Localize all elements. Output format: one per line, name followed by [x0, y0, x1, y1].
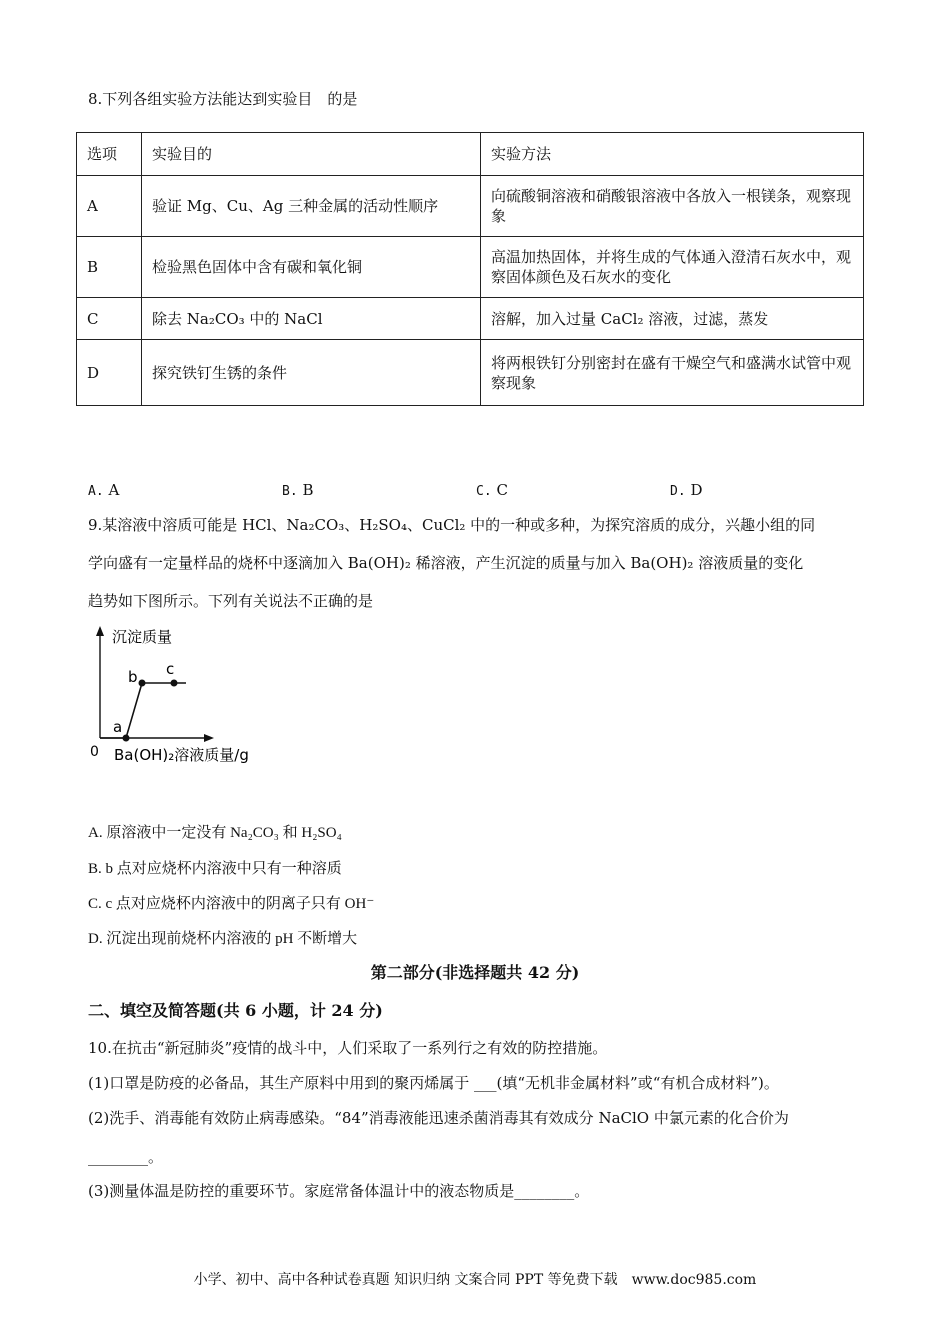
q9-option-d: D. 沉淀出现前烧杯内溶液的 pH 不断增大: [88, 931, 358, 947]
origin-label: 0: [90, 744, 99, 760]
q8-choice-c: [476, 481, 508, 499]
q10-sub-3: (3)测量体温是防控的重要环节。家庭常备体温计中的液态物质是________。: [88, 1182, 590, 1200]
q10-sub-2-line-1: (2)洗手、消毒能有效防止病毒感染。“84”消毒液能迅速杀菌消毒其有效成分 NaClO 中氯元素的化合价为: [88, 1109, 789, 1127]
choice-letter: B.: [282, 484, 298, 499]
row-option: C: [77, 298, 142, 340]
point-b: [139, 680, 146, 687]
q9-option-c: C. c 点对应烧杯内溶液中的阴离子只有 OH⁻: [88, 896, 375, 912]
section-heading: 二、填空及简答题(共 6 小题，计 24 分): [88, 1001, 383, 1020]
q10-sub-1: (1)口罩是防疫的必备品，其生产原料中用到的聚丙烯属于 ___(填“无机非金属材料”或“有机合成材料”)。: [88, 1074, 779, 1092]
choice-text: B: [302, 481, 314, 499]
row-purpose: 探究铁钉生锈的条件: [142, 340, 481, 406]
part-title: 第二部分(非选择题共 42 分): [370, 963, 580, 982]
row-method: 将两根铁钉分别密封在盛有干燥空气和盛满水试管中观察现象: [481, 340, 864, 406]
choice-text: D: [690, 481, 703, 499]
row-option: A: [77, 176, 142, 237]
choice-text: A: [108, 481, 120, 499]
page-footer: 小学、初中、高中各种试卷真题 知识归纳 文案合同 PPT 等免费下载 www.doc985.com: [193, 1272, 757, 1288]
choice-letter: A.: [88, 484, 104, 499]
row-method: 向硫酸铜溶液和硝酸银溶液中各放入一根镁条，观察现象: [481, 176, 864, 237]
q9-stem-line-1: 9.某溶液中溶质可能是 HCl、Na₂CO₃、H₂SO₄、CuCl₂ 中的一种或多种，为探究溶质的成分，兴趣小组的同: [88, 516, 816, 534]
point-c: [171, 680, 178, 687]
table-row: [77, 237, 864, 298]
point-a: [123, 735, 130, 742]
row-method: 溶解，加入过量 CaCl₂ 溶液，过滤，蒸发: [481, 298, 864, 340]
table-header-row: [77, 133, 864, 176]
row-purpose: 除去 Na₂CO₃ 中的 NaCl: [142, 298, 481, 340]
header-purpose: 实验目的: [142, 133, 481, 176]
q8-stem: 8.下列各组实验方法能达到实验目 的是: [88, 90, 358, 108]
table-row: [77, 340, 864, 406]
choice-letter: D.: [670, 484, 686, 499]
y-axis-arrow: [96, 626, 104, 636]
header-method: 实验方法: [481, 133, 864, 176]
x-axis-label: Ba(OH)₂溶液质量/g: [114, 746, 249, 764]
q9-stem-line-3: 趋势如下图所示。下列有关说法不正确的是: [88, 592, 374, 610]
y-axis-label: 沉淀质量: [112, 628, 173, 646]
row-option: B: [77, 237, 142, 298]
point-label-a: a: [113, 718, 123, 736]
row-purpose: 验证 Mg、Cu、Ag 三种金属的活动性顺序: [142, 176, 481, 237]
point-label-b: b: [128, 668, 138, 686]
q9-stem-line-2: 学向盛有一定量样品的烧杯中逐滴加入 Ba(OH)₂ 稀溶液，产生沉淀的质量与加入 Ba(OH)₂ 溶液质量的变化: [88, 554, 804, 572]
q10-stem: 10.在抗击“新冠肺炎”疫情的战斗中，人们采取了一系列行之有效的防控措施。: [88, 1039, 608, 1057]
row-method: 高温加热固体，并将生成的气体通入澄清石灰水中，观察固体颜色及石灰水的变化: [481, 237, 864, 298]
q8-choice-a: [88, 481, 119, 499]
table-row: [77, 176, 864, 237]
precipitate-chart: [88, 622, 268, 772]
q10-sub-2-line-2: ________。: [88, 1148, 164, 1166]
choice-letter: C.: [476, 484, 492, 499]
row-option: D: [77, 340, 142, 406]
row-purpose: 检验黑色固体中含有碳和氧化铜: [142, 237, 481, 298]
q8-choice-d: [670, 481, 702, 499]
point-label-c: c: [166, 660, 175, 678]
choice-text: C: [496, 481, 508, 499]
q8-table: [76, 132, 864, 406]
q8-choice-b: [282, 481, 313, 499]
header-option: 选项: [77, 133, 142, 176]
x-axis-arrow: [204, 734, 214, 742]
q9-option-a: A. 原溶液中一定没有 Na₂CO₃ 和 H₂SO₄: [88, 825, 342, 841]
table-row: [77, 298, 864, 340]
q9-option-b: B. b 点对应烧杯内溶液中只有一种溶质: [88, 861, 342, 877]
